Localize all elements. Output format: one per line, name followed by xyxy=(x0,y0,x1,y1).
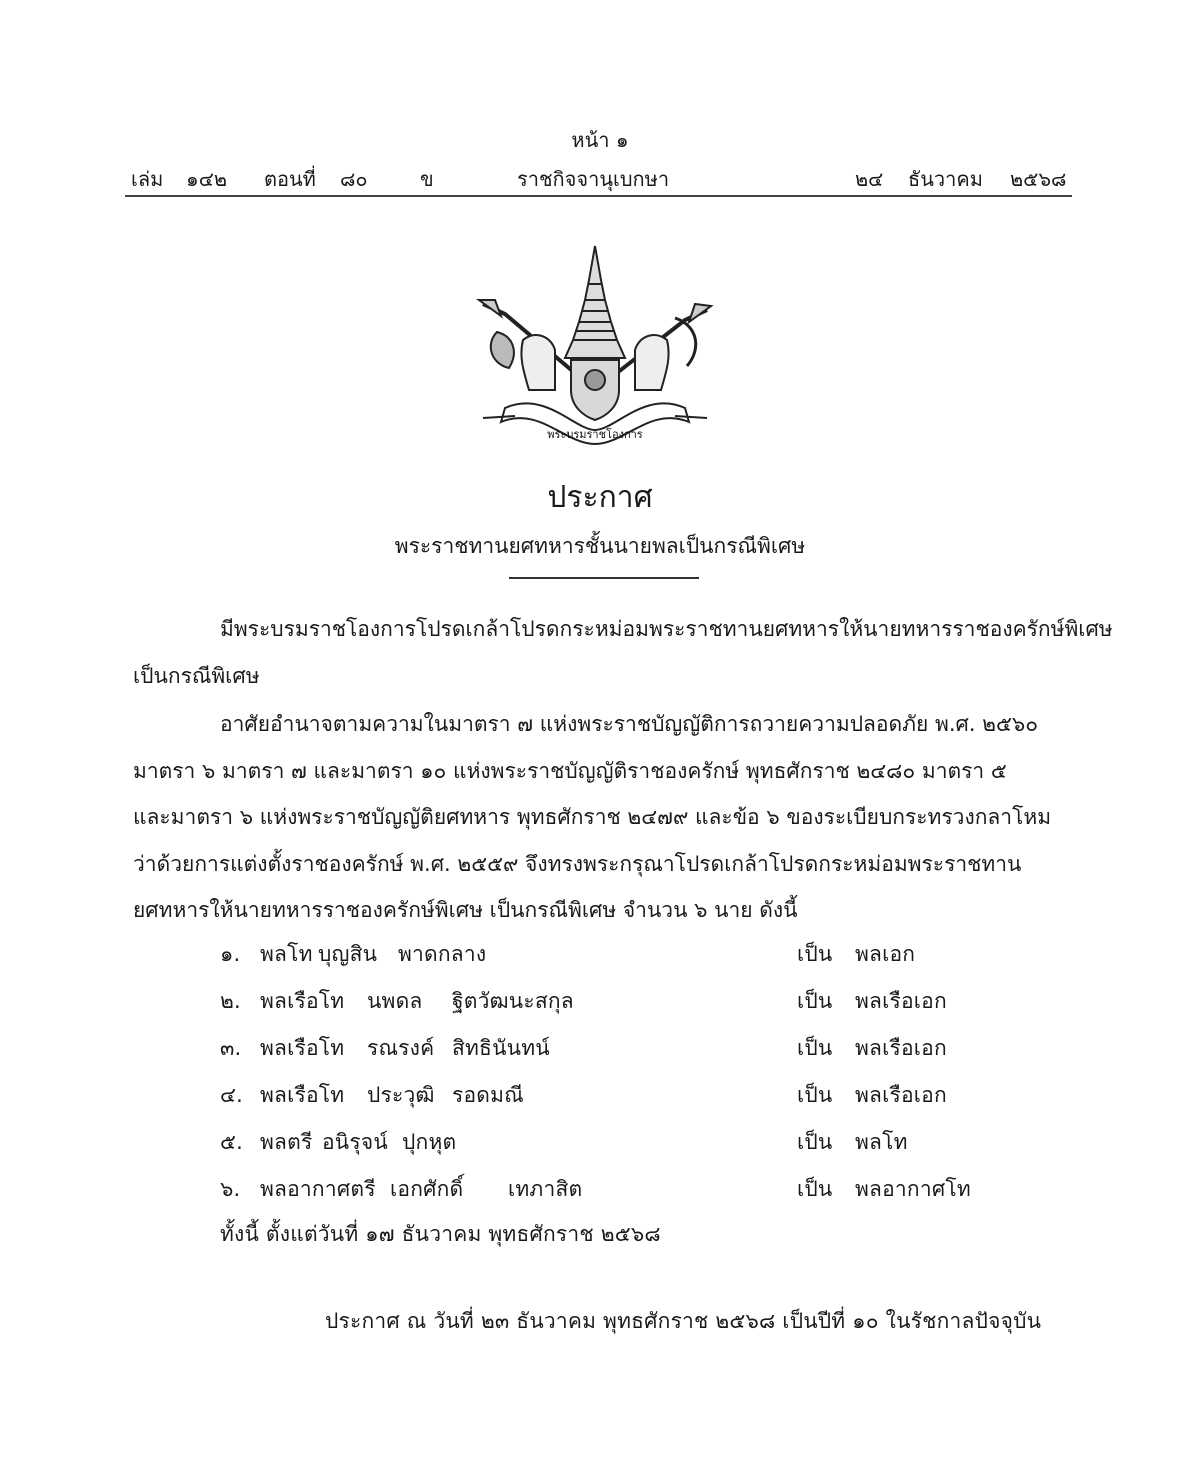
last-name: ฐิตวัฒนะสกุล xyxy=(452,989,574,1013)
first-name: นพดล xyxy=(367,989,423,1013)
paragraph-2-line-1: อาศัยอำนาจตามความในมาตรา ๗ แห่งพระราชบัญญัติการถวายความปลอดภัย พ.ศ. ๒๕๖๐ xyxy=(220,712,1039,736)
last-name: เทภาสิต xyxy=(508,1177,583,1201)
date-day: ๒๔ xyxy=(855,167,884,191)
section-number: ๘๐ xyxy=(340,167,368,191)
closing-statement: ประกาศ ณ วันที่ ๒๓ ธันวาคม พุทธศักราช ๒๕๖๘ เป็นปีที่ ๑๐ ในรัชกาลปัจจุบัน xyxy=(325,1309,1042,1333)
date-month: ธันวาคม xyxy=(908,167,983,191)
svg-text:พระบรมราชโองการ: พระบรมราชโองการ xyxy=(547,428,643,441)
to-label: เป็น xyxy=(797,1083,833,1107)
royal-garuda-emblem-icon xyxy=(475,240,715,450)
date-year: ๒๕๖๘ xyxy=(1010,167,1067,191)
gazette-name: ราชกิจจานุเบกษา xyxy=(517,167,670,191)
last-name: ปุกหุต xyxy=(402,1130,457,1154)
to-label: เป็น xyxy=(797,942,833,966)
last-name: รอดมณี xyxy=(452,1083,524,1107)
item-number: ๕. xyxy=(220,1130,243,1154)
new-rank: พลเรือเอก xyxy=(855,1083,947,1107)
paragraph-2-line-3: และมาตรา ๖ แห่งพระราชบัญญัติยศทหาร พุทธศักราช ๒๔๗๙ และข้อ ๖ ของระเบียบกระทรวงกลาโหม xyxy=(133,805,1052,829)
first-name: บุญสิน xyxy=(318,942,378,966)
to-label: เป็น xyxy=(797,1177,833,1201)
new-rank: พลเรือเอก xyxy=(855,989,947,1013)
new-rank: พลโท xyxy=(855,1130,908,1154)
current-rank: พลเรือโท xyxy=(260,1083,345,1107)
current-rank: พลเรือโท xyxy=(260,1036,345,1060)
current-rank: พลตรี xyxy=(260,1130,313,1154)
page-number: หน้า ๑ xyxy=(571,128,629,152)
title-separator xyxy=(509,577,699,579)
item-number: ๑. xyxy=(220,942,241,966)
paragraph-2-line-5: ยศทหารให้นายทหารราชองครักษ์พิเศษ เป็นกรณีพิเศษ จำนวน ๖ นาย ดังนี้ xyxy=(133,898,798,922)
to-label: เป็น xyxy=(797,1130,833,1154)
current-rank: พลโท xyxy=(260,942,313,966)
volume-number: ๑๔๒ xyxy=(186,167,228,191)
paragraph-2-line-4: ว่าด้วยการแต่งตั้งราชองครักษ์ พ.ศ. ๒๕๕๙ จึงทรงพระกรุณาโปรดเกล้าโปรดกระหม่อมพระราชทาน xyxy=(133,852,1022,876)
item-number: ๖. xyxy=(220,1177,241,1201)
first-name: เอกศักดิ์ xyxy=(390,1177,464,1201)
paragraph-1-line-2: เป็นกรณีพิเศษ xyxy=(133,664,260,688)
last-name: พาดกลาง xyxy=(398,942,487,966)
paragraph-2-line-2: มาตรา ๖ มาตรา ๗ และมาตรา ๑๐ แห่งพระราชบัญญัติราชองครักษ์ พุทธศักราช ๒๔๘๐ มาตรา ๕ xyxy=(133,759,1007,783)
item-number: ๔. xyxy=(220,1083,243,1107)
section-letter: ข xyxy=(420,167,434,191)
new-rank: พลเรือเอก xyxy=(855,1036,947,1060)
paragraph-1-line-1: มีพระบรมราชโองการโปรดเกล้าโปรดกระหม่อมพระราชทานยศทหารให้นายทหารราชองครักษ์พิเศษ xyxy=(220,617,1113,641)
page-subtitle: พระราชทานยศทหารชั้นนายพลเป็นกรณีพิเศษ xyxy=(394,534,806,558)
current-rank: พลเรือโท xyxy=(260,989,345,1013)
section-label: ตอนที่ xyxy=(264,167,316,191)
first-name: ประวุฒิ xyxy=(367,1083,435,1107)
last-name: สิทธินันทน์ xyxy=(452,1036,550,1060)
first-name: อนิรุจน์ xyxy=(322,1130,388,1154)
to-label: เป็น xyxy=(797,989,833,1013)
item-number: ๓. xyxy=(220,1036,242,1060)
volume-label: เล่ม xyxy=(131,167,164,191)
new-rank: พลเอก xyxy=(855,942,916,966)
to-label: เป็น xyxy=(797,1036,833,1060)
effective-date: ทั้งนี้ ตั้งแต่วันที่ ๑๗ ธันวาคม พุทธศักราช ๒๕๖๘ xyxy=(220,1222,661,1246)
page-title: ประกาศ xyxy=(547,480,653,515)
item-number: ๒. xyxy=(220,989,241,1013)
current-rank: พลอากาศตรี xyxy=(260,1177,376,1201)
first-name: รณรงค์ xyxy=(367,1036,435,1060)
header-rule xyxy=(125,195,1072,197)
new-rank: พลอากาศโท xyxy=(855,1177,971,1201)
